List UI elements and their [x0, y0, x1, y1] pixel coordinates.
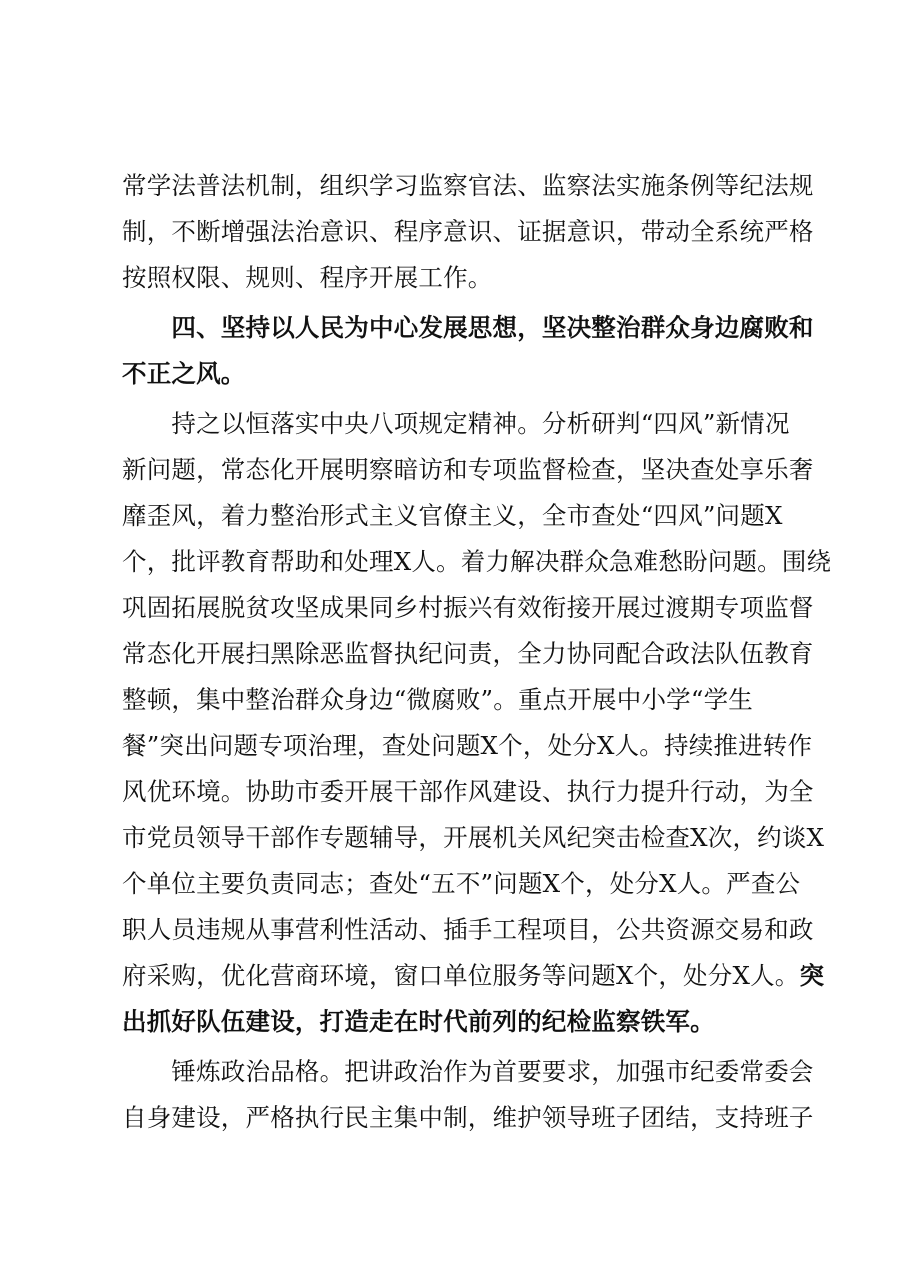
text-line: 巩固拓展脱贫攻坚成果同乡村振兴有效衔接开展过渡期专项监督 — [122, 593, 814, 622]
section-heading-line: 四、坚持以人民为中心发展思想，坚决整治群众身边腐败和 — [122, 313, 814, 342]
bold-heading-segment: 突 — [799, 961, 825, 990]
text-line: 锤炼政治品格。把讲政治作为首要要求，加强市纪委常委会 — [122, 1057, 814, 1086]
text-line: 风优环境。协助市委开展干部作风建设、执行力提升行动，为全 — [122, 777, 814, 806]
text-line: 制，不断增强法治意识、程序意识、证据意识，带动全系统严格 — [122, 217, 814, 246]
text-line: 个，批评教育帮助和处理X人。着力解决群众急难愁盼问题。围绕 — [122, 547, 832, 576]
text-line: 持之以恒落实中央八项规定精神。分析研判“四风”新情况 — [122, 409, 790, 438]
section-heading-line: 不正之风。 — [122, 359, 246, 388]
text-line: 新问题，常态化开展明察暗访和专项监督检查，坚决查处享乐奢 — [122, 455, 814, 484]
text-line: 职人员违规从事营利性活动、插手工程项目，公共资源交易和政 — [122, 915, 814, 944]
text-line: 常态化开展扫黑除恶监督执纪问责，全力协同配合政法队伍教育 — [122, 639, 814, 668]
text-line: 自身建设，严格执行民主集中制，维护领导班子团结，支持班子 — [122, 1103, 814, 1132]
text-line-mixed — [122, 953, 825, 999]
text-line: 个单位主要负责同志；查处“五不”问题X个，处分X人。严查公 — [122, 869, 801, 898]
text-line: 市党员领导干部作专题辅导，开展机关风纪突击检查X次，约谈X — [122, 823, 825, 852]
text-line: 整顿，集中整治群众身边“微腐败”。重点开展中小学“学生 — [122, 685, 753, 714]
text-line: 常学法普法机制，组织学习监察官法、监察法实施条例等纪法规 — [122, 171, 814, 200]
bold-heading-line: 出抓好队伍建设，打造走在时代前列的纪检监察铁军。 — [122, 1007, 715, 1036]
text-line: 按照权限、规则、程序开展工作。 — [122, 263, 493, 292]
text-segment: 府采购，优化营商环境，窗口单位服务等问题X个，处分X人。 — [122, 961, 800, 990]
document-page — [122, 163, 832, 1141]
text-line: 餐”突出问题专项治理，查处问题X个，处分X人。持续推进转作 — [122, 731, 813, 760]
text-line: 靡歪风，着力整治形式主义官僚主义，全市查处“四风”问题X — [122, 501, 783, 530]
